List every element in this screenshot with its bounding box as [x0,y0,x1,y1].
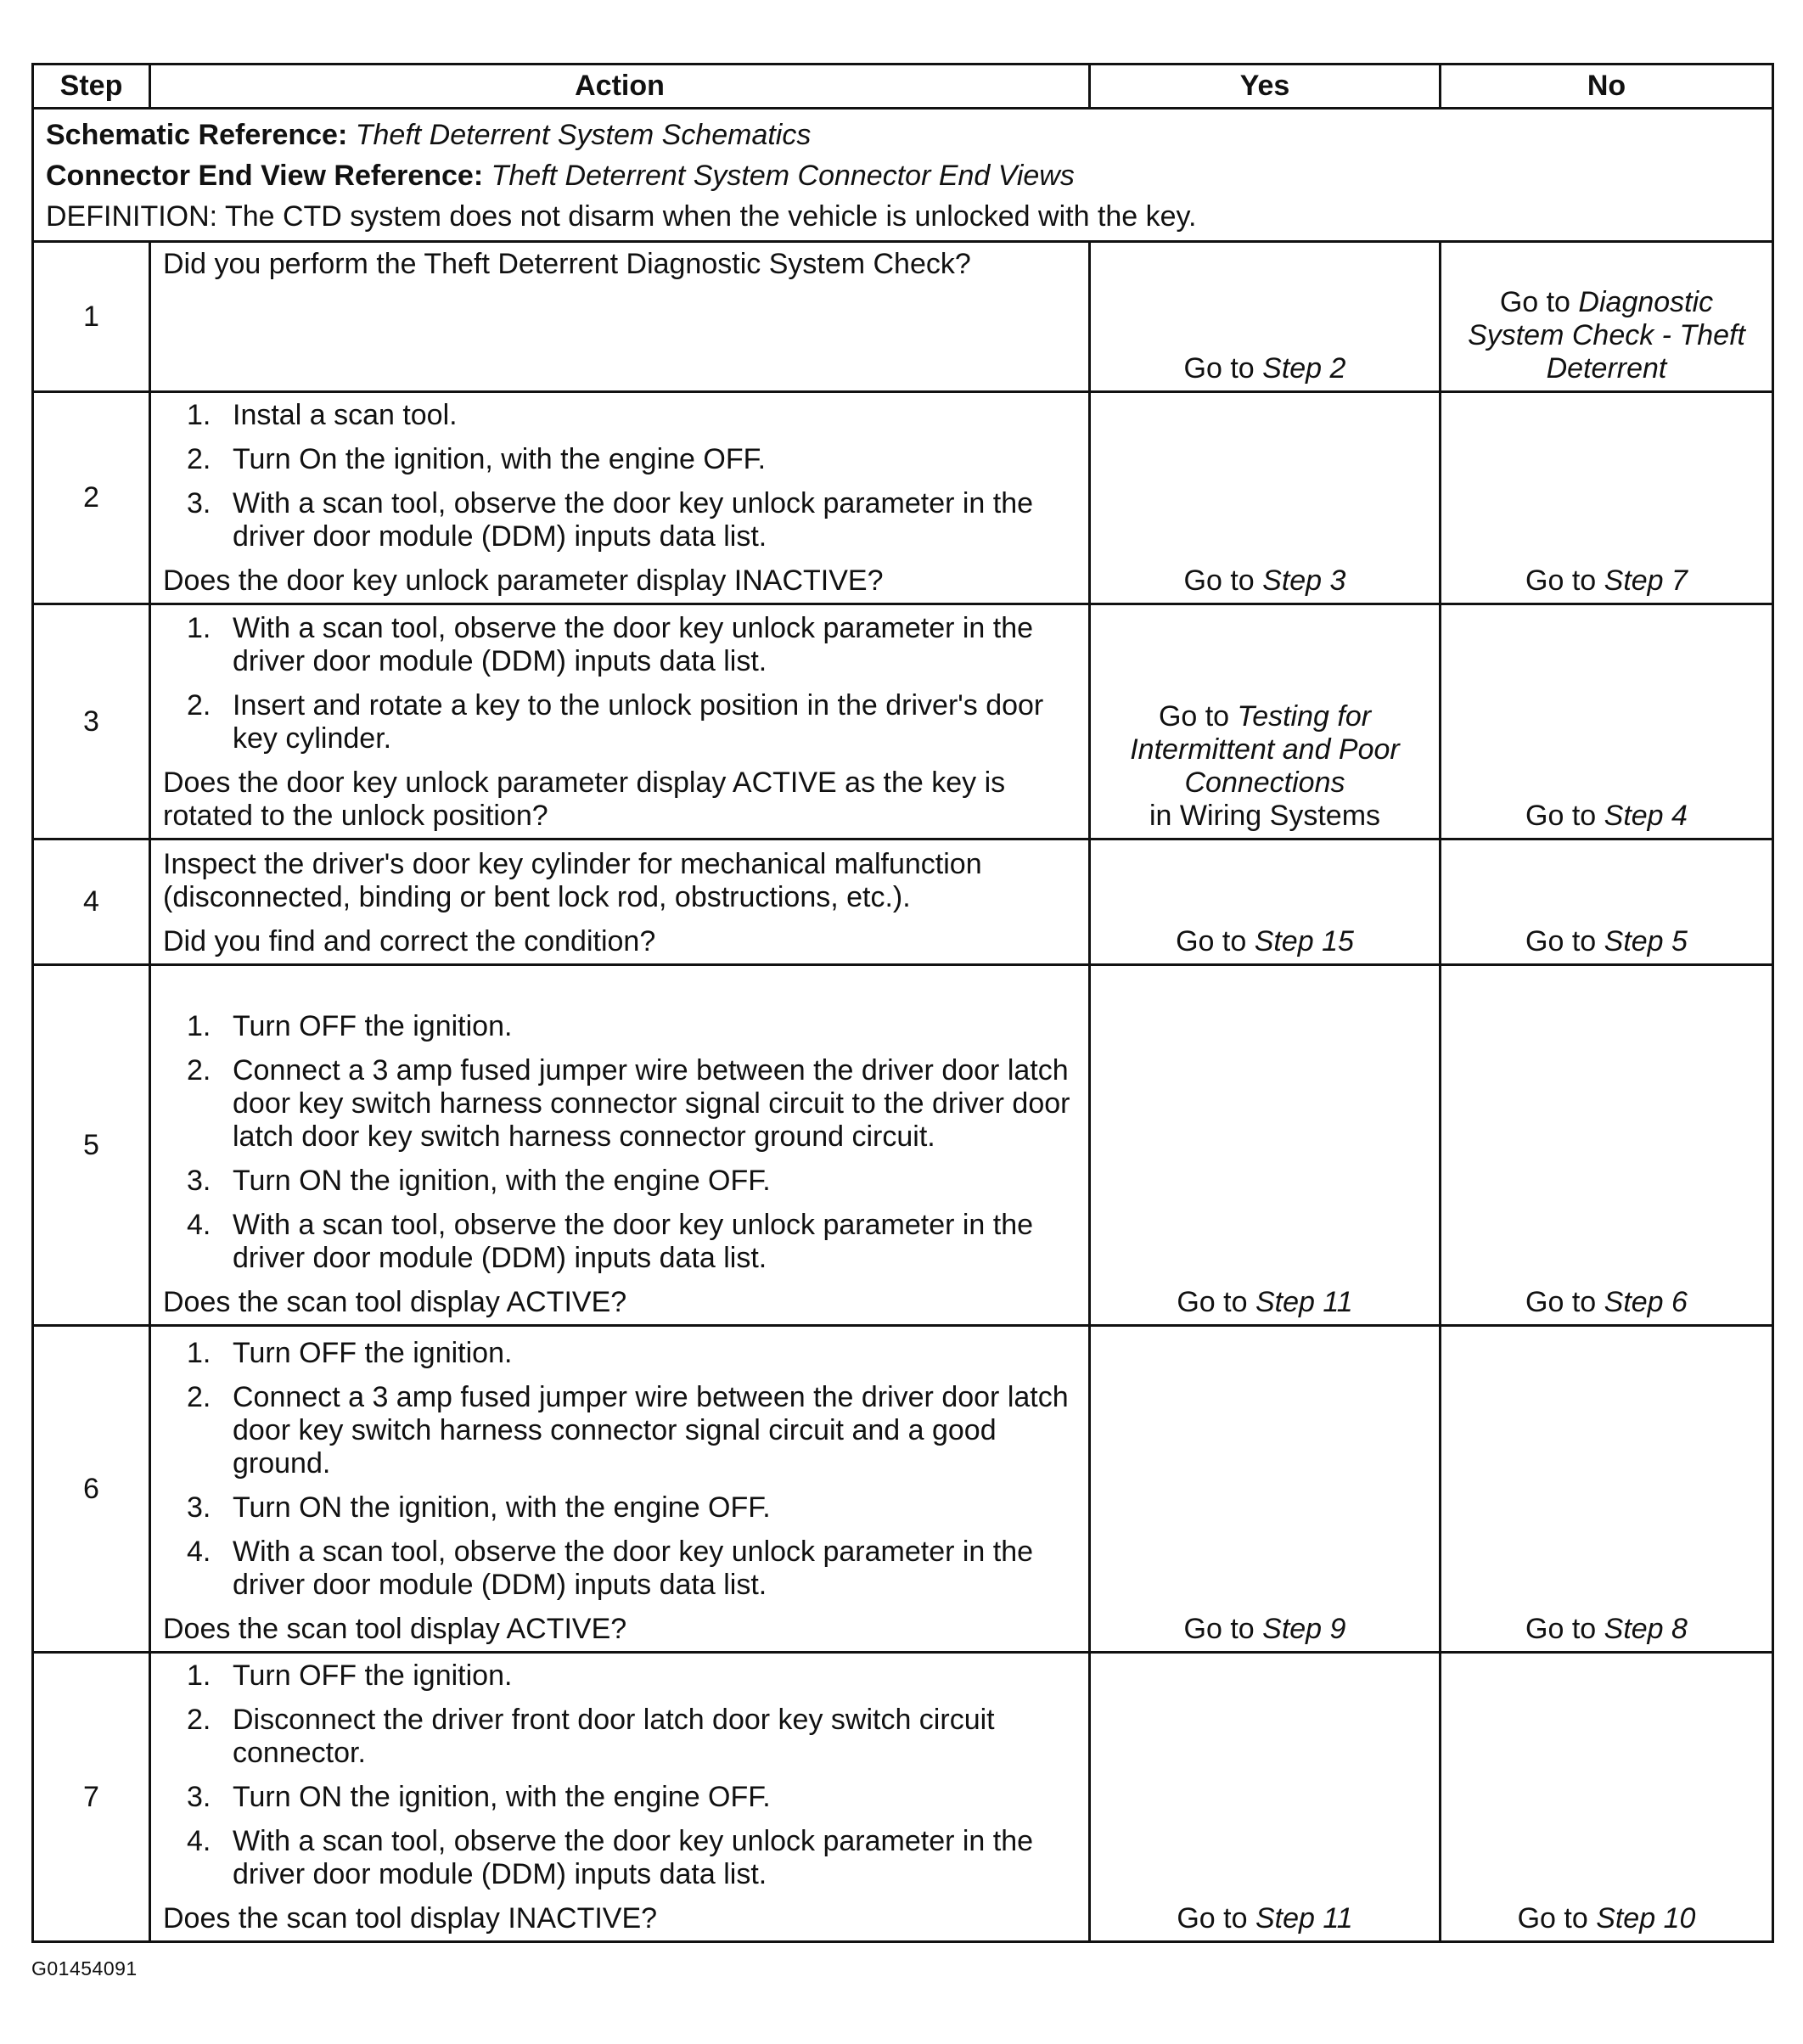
yes-result-cell [1090,1326,1441,1653]
action-cell [150,242,1090,392]
no-goto-link[interactable]: Step 8 [1604,1613,1688,1645]
action-question: Did you find and correct the condition? [163,925,656,957]
action-step-item [163,487,1080,553]
yes-result-cell [1090,965,1441,1326]
action-step-text: With a scan tool, observe the door key unlock parameter in the driver door module (DDM) inputs data list. [233,1825,1034,1890]
step-number: 6 [33,1326,150,1653]
action-step-item [163,1825,1080,1891]
connector-reference-label: Connector End View Reference: [46,160,484,192]
connector-reference [46,155,1760,196]
no-goto-link[interactable]: Step 10 [1596,1902,1696,1934]
action-step-item [163,1659,1080,1693]
table-row [33,965,1773,1326]
action-step-number: 4. [187,1536,211,1568]
no-result-cell [1441,1326,1773,1653]
header-step: Step [33,65,150,109]
table-row [33,1326,1773,1653]
no-goto-prefix: Go to [1525,1286,1604,1318]
action-cell [150,1653,1090,1942]
table-row [33,1653,1773,1942]
no-result-cell [1441,1653,1773,1942]
no-goto-prefix: Go to [1499,286,1579,318]
action-step-number: 1. [187,1659,211,1692]
action-step-text: With a scan tool, observe the door key unlock parameter in the driver door module (DDM) inputs data list. [233,1536,1034,1601]
yes-goto-link[interactable]: Step 3 [1262,564,1346,597]
action-step-text: Disconnect the driver front door latch door key switch circuit connector. [233,1704,995,1769]
action-steps-list [163,1010,1080,1275]
action-step-number: 1. [187,399,211,431]
action-step-number: 2. [187,1054,211,1087]
yes-result-cell [1090,392,1441,604]
action-step-item [163,443,1080,476]
no-result-cell [1441,965,1773,1326]
action-cell [150,1326,1090,1653]
no-goto-link[interactable]: Step 7 [1604,564,1688,597]
action-cell [150,965,1090,1326]
yes-result-cell [1090,840,1441,965]
action-step-item [163,399,1080,432]
schematic-reference-label: Schematic Reference: [46,119,348,151]
action-intro: Inspect the driver's door key cylinder for mechanical malfunction (disconnected, binding or bent lock rod, obstructions, etc.). [163,848,982,913]
diagnostic-document [31,63,1772,1943]
step-number: 2 [33,392,150,604]
no-goto-prefix: Go to [1525,564,1604,597]
yes-goto-link[interactable]: Step 2 [1262,352,1346,385]
action-step-number: 2. [187,1704,211,1736]
action-step-item [163,1381,1080,1480]
step-number: 5 [33,965,150,1326]
action-step-text: Connect a 3 amp fused jumper wire between the driver door latch door key switch harness connector signal circuit and a good ground. [233,1381,1069,1480]
yes-goto-link[interactable]: Step 11 [1255,1286,1353,1318]
action-step-number: 3. [187,1165,211,1197]
yes-goto-prefix: Go to [1177,1902,1255,1934]
action-step-item [163,1536,1080,1602]
action-question: Does the door key unlock parameter display INACTIVE? [163,564,884,597]
yes-goto-link[interactable]: Step 11 [1255,1902,1353,1934]
table-header-row [33,65,1773,109]
no-goto-link[interactable]: Step 6 [1604,1286,1688,1318]
action-step-number: 1. [187,612,211,644]
action-step-number: 1. [187,1010,211,1042]
action-step-text: With a scan tool, observe the door key unlock parameter in the driver door module (DDM) inputs data list. [233,487,1034,553]
no-result-cell [1441,840,1773,965]
action-step-item [163,689,1080,755]
action-step-item [163,612,1080,678]
no-result-cell [1441,242,1773,392]
action-step-item [163,1054,1080,1154]
action-step-item [163,1337,1080,1370]
no-goto-prefix: Go to [1517,1902,1597,1934]
action-step-text: With a scan tool, observe the door key unlock parameter in the driver door module (DDM) inputs data list. [233,1209,1034,1274]
action-step-text: Turn OFF the ignition. [233,1010,513,1042]
connector-reference-link[interactable]: Theft Deterrent System Connector End Views [491,160,1075,192]
action-step-number: 3. [187,487,211,519]
step-number: 7 [33,1653,150,1942]
yes-goto-prefix: Go to [1158,700,1238,733]
action-question: Does the scan tool display ACTIVE? [163,1286,627,1318]
action-steps-list [163,399,1080,553]
header-action: Action [150,65,1090,109]
yes-goto-prefix: Go to [1183,564,1263,597]
yes-goto-suffix: in Wiring Systems [1149,800,1381,832]
schematic-reference-link[interactable]: Theft Deterrent System Schematics [355,119,812,151]
action-step-number: 2. [187,443,211,475]
action-question: Does the door key unlock parameter display ACTIVE as the key is rotated to the unlock position? [163,766,1006,832]
yes-goto-link[interactable]: Step 9 [1262,1613,1346,1645]
no-goto-prefix: Go to [1525,800,1604,832]
no-result-cell [1441,604,1773,840]
no-goto-prefix: Go to [1525,1613,1604,1645]
yes-result-cell [1090,242,1441,392]
action-cell [150,840,1090,965]
figure-code: G01454091 [31,1957,138,1979]
no-result-cell [1441,392,1773,604]
header-yes: Yes [1090,65,1441,109]
action-step-text: With a scan tool, observe the door key unlock parameter in the driver door module (DDM) inputs data list. [233,612,1034,677]
action-step-text: Turn On the ignition, with the engine OFF. [233,443,767,475]
header-no: No [1441,65,1773,109]
yes-goto-prefix: Go to [1183,352,1263,385]
action-step-number: 3. [187,1491,211,1524]
action-steps-list [163,612,1080,755]
table-row [33,242,1773,392]
step-number: 3 [33,604,150,840]
definition-text: DEFINITION: The CTD system does not disarm when the vehicle is unlocked with the key. [46,200,1197,233]
action-step-number: 2. [187,689,211,722]
action-step-text: Turn ON the ignition, with the engine OFF. [233,1165,771,1197]
action-step-number: 1. [187,1337,211,1369]
action-steps-list [163,1659,1080,1891]
reference-row [33,109,1773,242]
no-goto-prefix: Go to [1525,925,1604,957]
action-step-text: Turn ON the ignition, with the engine OFF. [233,1781,771,1813]
table-row [33,392,1773,604]
yes-goto-link[interactable]: Step 15 [1254,925,1354,957]
action-cell [150,604,1090,840]
diagnostic-table [31,63,1774,1943]
action-steps-list [163,1337,1080,1602]
no-goto-link[interactable]: Diagnostic System Check - Theft Deterrent [1468,286,1745,385]
step-number: 1 [33,242,150,392]
action-step-number: 4. [187,1209,211,1241]
action-step-number: 4. [187,1825,211,1857]
action-step-text: Turn ON the ignition, with the engine OFF. [233,1491,771,1524]
action-intro: Did you perform the Theft Deterrent Diagnostic System Check? [163,248,971,280]
action-step-number: 2. [187,1381,211,1413]
action-step-item [163,1491,1080,1525]
action-step-text: Insert and rotate a key to the unlock position in the driver's door key cylinder. [233,689,1044,755]
action-step-item [163,1704,1080,1770]
action-step-text: Turn OFF the ignition. [233,1337,513,1369]
step-number: 4 [33,840,150,965]
yes-result-cell [1090,1653,1441,1942]
yes-goto-prefix: Go to [1177,1286,1255,1318]
action-step-item [163,1781,1080,1814]
action-step-text: Instal a scan tool. [233,399,458,431]
yes-result-cell [1090,604,1441,840]
yes-goto-prefix: Go to [1176,925,1255,957]
schematic-reference [46,115,1760,155]
reference-cell [33,109,1773,242]
action-step-item [163,1010,1080,1043]
yes-goto-prefix: Go to [1183,1613,1263,1645]
action-cell [150,392,1090,604]
table-row [33,840,1773,965]
action-question: Does the scan tool display ACTIVE? [163,1613,627,1645]
action-question: Does the scan tool display INACTIVE? [163,1902,658,1934]
yes-goto-link[interactable]: Testing for Intermittent and Poor Connections [1130,700,1400,799]
table-row [33,604,1773,840]
action-step-item [163,1165,1080,1198]
action-step-text: Turn OFF the ignition. [233,1659,513,1692]
no-goto-link[interactable]: Step 5 [1604,925,1688,957]
action-step-number: 3. [187,1781,211,1813]
no-goto-link[interactable]: Step 4 [1604,800,1688,832]
action-step-text: Connect a 3 amp fused jumper wire between the driver door latch door key switch harness connector signal circuit to the driver door latch door key switch harness connector ground circuit. [233,1054,1070,1153]
action-step-item [163,1209,1080,1275]
